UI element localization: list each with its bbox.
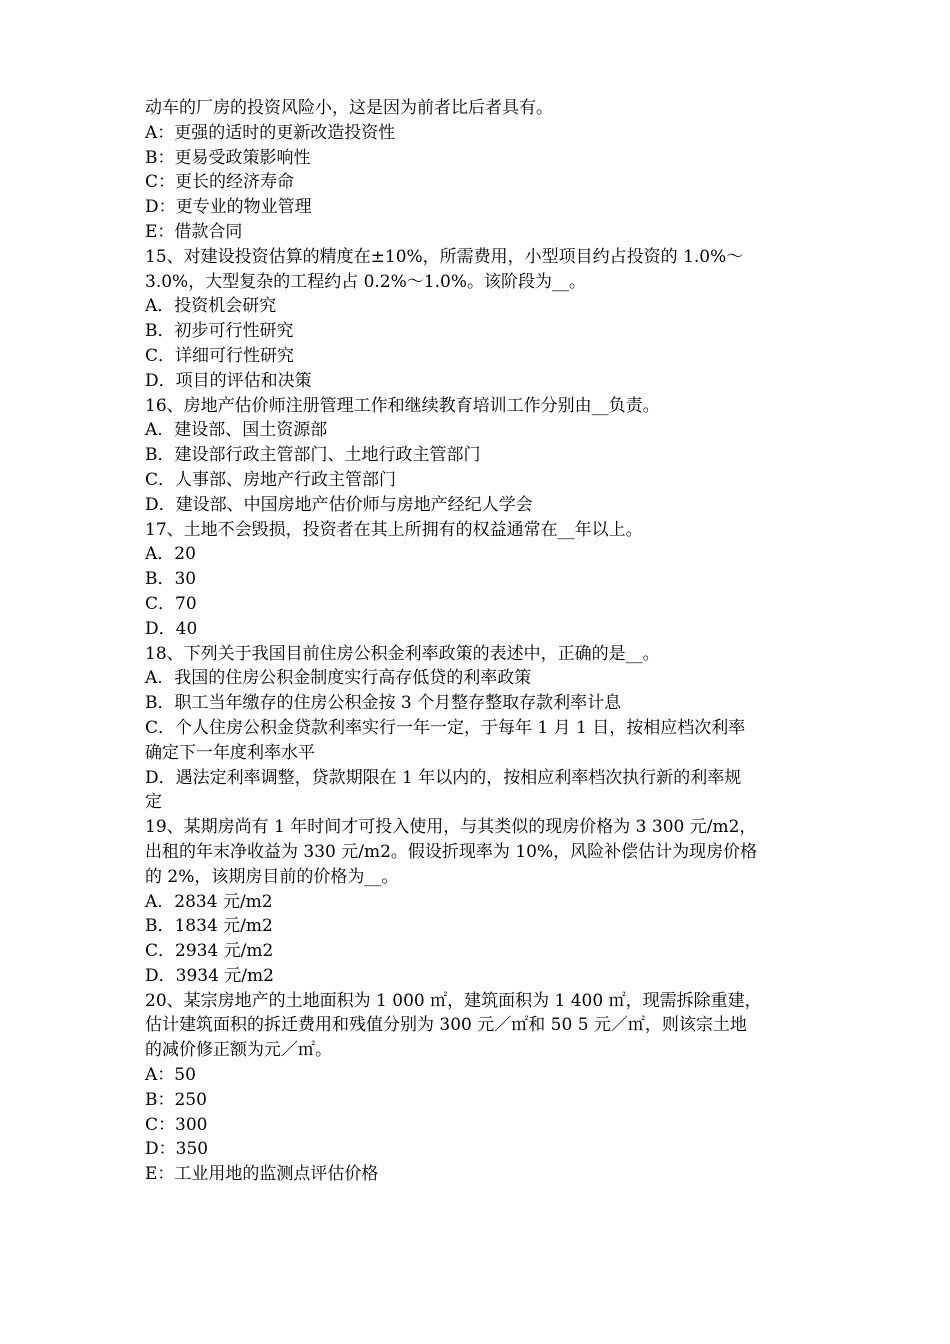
option-a: A．20 xyxy=(145,544,196,565)
option-d: D．40 xyxy=(145,618,198,639)
option-c: C．人事部、房地产行政主管部门 xyxy=(145,469,397,490)
question-stem: 估计建筑面积的拆迁费用和残值分别为 300 元／㎡和 50 5 元／㎡，则该宗土地 xyxy=(145,1015,747,1036)
question-18 xyxy=(145,642,815,816)
option-e: E：借款合同 xyxy=(145,221,243,242)
option-d: D．遇法定利率调整，贷款期限在 1 年以内的，按相应利率档次执行新的利率规 xyxy=(145,767,742,788)
option-d-continued: 定 xyxy=(145,792,162,813)
option-a: A．建设部、国土资源部 xyxy=(145,420,328,441)
option-d: D：350 xyxy=(145,1139,209,1160)
question-16 xyxy=(145,394,815,518)
option-d: D．项目的评估和决策 xyxy=(145,370,312,391)
option-b: B．30 xyxy=(145,569,197,590)
option-a: A：50 xyxy=(145,1065,196,1086)
option-c: C．详细可行性研究 xyxy=(145,345,295,366)
question-stem: 19、某期房尚有 1 年时间才可投入使用，与其类似的现房价格为 3 300 元/m2， xyxy=(145,817,757,838)
question-block-continued xyxy=(145,96,815,245)
option-b: B：更易受政策影响性 xyxy=(145,147,311,168)
question-stem: 3.0%，大型复杂的工程约占 0.2%～1.0%。该阶段为__。 xyxy=(145,271,586,292)
question-stem: 15、对建设投资估算的精度在±10%，所需费用，小型项目约占投资的 1.0%～ xyxy=(145,246,744,267)
option-c: C．70 xyxy=(145,593,197,614)
question-stem: 的 2%，该期房目前的价格为__。 xyxy=(145,866,399,887)
option-c: C：更长的经济寿命 xyxy=(145,172,295,193)
question-stem: 17、土地不会毁损，投资者在其上所拥有的权益通常在__年以上。 xyxy=(145,519,643,540)
option-d: D．3934 元/m2 xyxy=(145,965,274,986)
question-17 xyxy=(145,518,815,642)
option-a: A．我国的住房公积金制度实行高存低贷的利率政策 xyxy=(145,668,532,689)
option-e: E：工业用地的监测点评估价格 xyxy=(145,1164,379,1185)
option-a: A．投资机会研究 xyxy=(145,296,277,317)
option-b: B．职工当年缴存的住房公积金按 3 个月整存整取存款利率计息 xyxy=(145,693,622,714)
question-stem: 动车的厂房的投资风险小，这是因为前者比后者具有。 xyxy=(145,98,553,118)
question-20 xyxy=(145,989,815,1187)
option-b: B．初步可行性研究 xyxy=(145,321,294,342)
option-c: C：300 xyxy=(145,1114,208,1135)
question-stem: 20、某宗房地产的土地面积为 1 000 ㎡，建筑面积为 1 400 ㎡，现需拆除重建， xyxy=(145,990,762,1011)
option-d: D：更专业的物业管理 xyxy=(145,197,312,218)
question-stem: 的减价修正额为元／㎡。 xyxy=(145,1040,332,1061)
option-b: B．1834 元/m2 xyxy=(145,916,273,937)
question-stem: 出租的年末净收益为 330 元/m2。假设折现率为 10%，风险补偿估计为现房价格 xyxy=(145,841,758,862)
option-c: C．个人住房公积金贷款利率实行一年一定，于每年 1 月 1 日，按相应档次利率 xyxy=(145,717,746,738)
option-b: B．建设部行政主管部门、土地行政主管部门 xyxy=(145,445,481,466)
option-a: A：更强的适时的更新改造投资性 xyxy=(145,122,396,143)
option-d: D．建设部、中国房地产估价师与房地产经纪人学会 xyxy=(145,494,533,515)
option-c: C．2934 元/m2 xyxy=(145,941,274,962)
question-19 xyxy=(145,815,815,989)
question-15 xyxy=(145,245,815,394)
option-c-continued: 确定下一年度利率水平 xyxy=(145,742,315,763)
option-b: B：250 xyxy=(145,1089,207,1110)
option-a: A．2834 元/m2 xyxy=(145,891,273,912)
question-stem: 16、房地产估价师注册管理工作和继续教育培训工作分别由__负责。 xyxy=(145,395,660,416)
document-page xyxy=(145,96,815,1187)
question-stem: 18、下列关于我国目前住房公积金利率政策的表述中，正确的是__。 xyxy=(145,643,660,664)
